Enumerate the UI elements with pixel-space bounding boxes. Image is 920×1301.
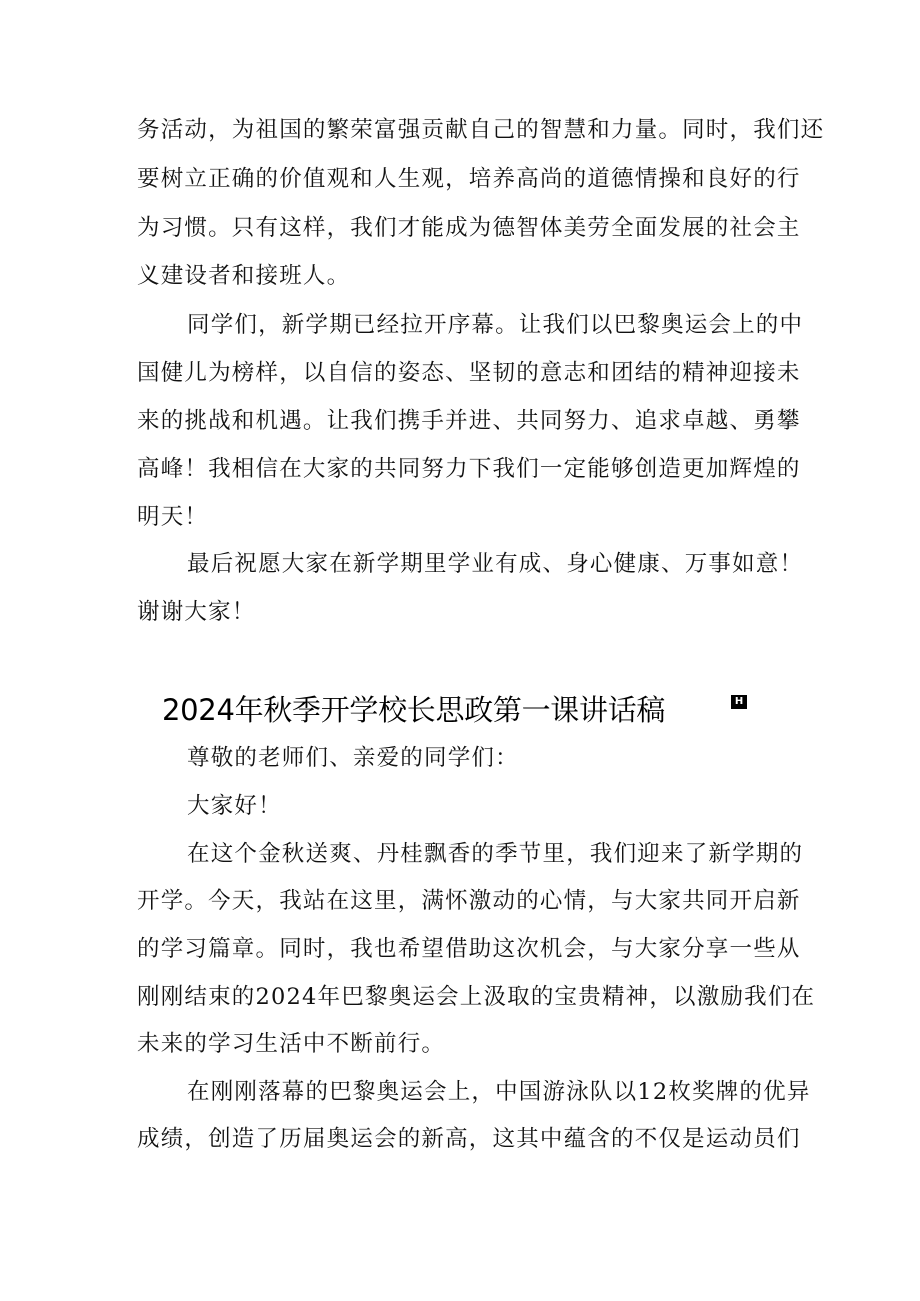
paragraph-line: 来的挑战和机遇。让我们携手并进、共同努力、追求卓越、勇攀 (137, 408, 801, 434)
paragraph-line: 的学习篇章。同时，我也希望借助这次机会，与大家分享一些从 (137, 936, 801, 962)
paragraph-line: 同学们，新学期已经拉开序幕。让我们以巴黎奥运会上的中 (187, 312, 804, 338)
paragraph-line: 未来的学习生活中不断前行。 (137, 1031, 446, 1057)
title-marker-icon: H (731, 695, 747, 709)
paragraph-line: 明天！ (137, 504, 209, 530)
paragraph-line: 谢谢大家！ (137, 599, 256, 625)
paragraph-line: 最后祝愿大家在新学期里学业有成、身心健康、万事如意！ (187, 551, 804, 577)
greeting: 大家好！ (187, 793, 282, 819)
paragraph-line: 务活动，为祖国的繁荣富强贡献自己的智慧和力量。同时，我们还 (137, 117, 825, 143)
paragraph-line: 国健儿为榜样，以自信的姿态、坚韧的意志和团结的精神迎接未 (137, 360, 801, 386)
article-title: 2024年秋季开学校长思政第一课讲话稿 (162, 693, 666, 727)
paragraph-line: 成绩，创造了历届奥运会的新高，这其中蕴含的不仅是运动员们 (137, 1126, 801, 1152)
paragraph-line: 刚刚结束的2024年巴黎奥运会上汲取的宝贵精神，以激励我们在 (137, 984, 816, 1010)
paragraph-line: 在这个金秋送爽、丹桂飘香的季节里，我们迎来了新学期的 (187, 841, 804, 867)
paragraph-line: 开学。今天，我站在这里，满怀激动的心情，与大家共同开启新 (137, 888, 801, 914)
paragraph-line: 要树立正确的价值观和人生观，培养高尚的道德情操和良好的行 (137, 166, 801, 192)
paragraph-line: 为习惯。只有这样，我们才能成为德智体美劳全面发展的社会主 (137, 215, 801, 241)
paragraph-line: 义建设者和接班人。 (137, 263, 351, 289)
paragraph-line: 在刚刚落幕的巴黎奥运会上，中国游泳队以12枚奖牌的优异 (187, 1079, 811, 1105)
salutation: 尊敬的老师们、亲爱的同学们： (187, 745, 519, 771)
paragraph-line: 高峰！我相信在大家的共同努力下我们一定能够创造更加辉煌的 (137, 456, 801, 482)
